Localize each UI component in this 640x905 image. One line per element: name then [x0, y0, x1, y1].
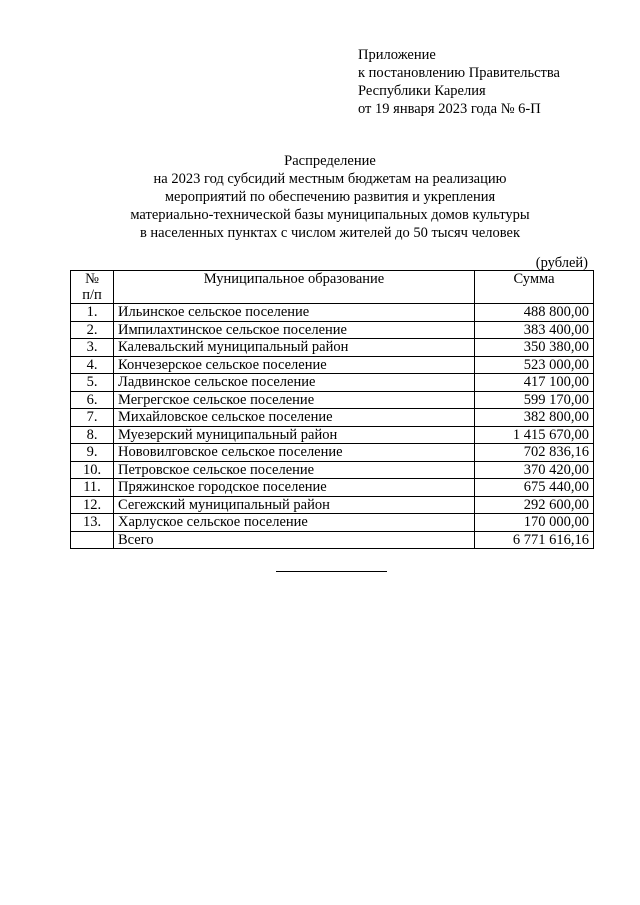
table-row	[71, 409, 594, 427]
total-number-cell	[71, 531, 114, 549]
annex-line: Республики Карелия	[358, 83, 486, 99]
row-number: 12.	[71, 496, 114, 514]
row-number: 6.	[71, 391, 114, 409]
table-row	[71, 356, 594, 374]
title-line: мероприятий по обеспечению развития и укрепления	[164, 189, 496, 205]
row-number: 2.	[71, 321, 114, 339]
row-municipality: Харлуское сельское поселение	[114, 514, 475, 532]
title-line: Распределение	[284, 153, 376, 169]
row-municipality: Импилахтинское сельское поселение	[114, 321, 475, 339]
closing-rule	[276, 571, 387, 572]
document-title	[40, 152, 620, 242]
row-municipality: Муезерский муниципальный район	[114, 426, 475, 444]
row-municipality: Михайловское сельское поселение	[114, 409, 475, 427]
row-sum: 383 400,00	[475, 321, 594, 339]
currency-unit: (рублей)	[535, 255, 588, 271]
row-sum: 1 415 670,00	[475, 426, 594, 444]
row-municipality: Петровское сельское поселение	[114, 461, 475, 479]
total-label: Всего	[114, 531, 475, 549]
row-number: 8.	[71, 426, 114, 444]
row-sum: 675 440,00	[475, 479, 594, 497]
row-sum: 292 600,00	[475, 496, 594, 514]
row-number: 13.	[71, 514, 114, 532]
row-sum: 417 100,00	[475, 374, 594, 392]
table-row	[71, 514, 594, 532]
row-municipality: Сегежский муниципальный район	[114, 496, 475, 514]
table-header-row	[71, 271, 594, 304]
row-number: 5.	[71, 374, 114, 392]
row-number: 4.	[71, 356, 114, 374]
header-number	[71, 271, 114, 304]
row-municipality: Мегрегское сельское поселение	[114, 391, 475, 409]
title-line: материально-технической базы муниципальных домов культуры	[130, 207, 530, 223]
table-row	[71, 461, 594, 479]
row-number: 9.	[71, 444, 114, 462]
header-municipality: Муниципальное образование	[114, 271, 475, 304]
row-municipality: Ильинское сельское поселение	[114, 304, 475, 322]
row-municipality: Пряжинское городское поселение	[114, 479, 475, 497]
row-number: 7.	[71, 409, 114, 427]
header-number-line2: п/п	[82, 287, 102, 303]
row-sum: 170 000,00	[475, 514, 594, 532]
row-municipality: Кончезерское сельское поселение	[114, 356, 475, 374]
title-line: на 2023 год субсидий местным бюджетам на реализацию	[153, 171, 507, 187]
row-sum: 382 800,00	[475, 409, 594, 427]
annex-line: от 19 января 2023 года № 6-П	[358, 101, 541, 117]
annex-line: к постановлению Правительства	[358, 65, 560, 81]
row-sum: 702 836,16	[475, 444, 594, 462]
total-row	[71, 531, 594, 549]
distribution-table	[70, 270, 594, 549]
table-row	[71, 339, 594, 357]
row-municipality: Калевальский муниципальный район	[114, 339, 475, 357]
table-row	[71, 321, 594, 339]
title-line: в населенных пунктах с числом жителей до 50 тысяч человек	[139, 225, 521, 241]
annex-line: Приложение	[358, 47, 436, 63]
row-municipality: Нововилговское сельское поселение	[114, 444, 475, 462]
row-sum: 599 170,00	[475, 391, 594, 409]
table-row	[71, 426, 594, 444]
header-sum: Сумма	[475, 271, 594, 304]
row-number: 11.	[71, 479, 114, 497]
table-row	[71, 304, 594, 322]
row-municipality: Ладвинское сельское поселение	[114, 374, 475, 392]
row-sum: 523 000,00	[475, 356, 594, 374]
row-number: 3.	[71, 339, 114, 357]
row-number: 1.	[71, 304, 114, 322]
table-row	[71, 374, 594, 392]
table-body	[71, 304, 594, 532]
header-number-line1: №	[85, 271, 99, 287]
row-number: 10.	[71, 461, 114, 479]
table-row	[71, 479, 594, 497]
table-row	[71, 496, 594, 514]
row-sum: 488 800,00	[475, 304, 594, 322]
total-sum: 6 771 616,16	[475, 531, 594, 549]
row-sum: 350 380,00	[475, 339, 594, 357]
table-row	[71, 444, 594, 462]
row-sum: 370 420,00	[475, 461, 594, 479]
table-row	[71, 391, 594, 409]
annex-block	[358, 46, 560, 118]
